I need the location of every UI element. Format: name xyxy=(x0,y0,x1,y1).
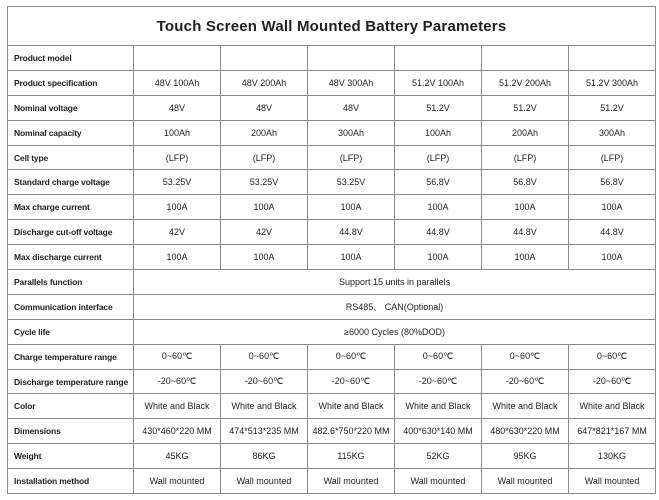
row-span-value: RS485、 CAN(Optional) xyxy=(134,294,656,319)
cell-value: 42V xyxy=(134,220,221,245)
cell-value: 100A xyxy=(308,195,395,220)
cell-value: 51.2V xyxy=(482,95,569,120)
table-row xyxy=(8,444,656,469)
cell-value xyxy=(569,46,656,71)
title-row xyxy=(8,7,656,46)
cell-value: White and Black xyxy=(395,394,482,419)
cell-value: 100A xyxy=(569,195,656,220)
table-row xyxy=(8,469,656,494)
row-label: Color xyxy=(8,394,134,419)
cell-value: 48V xyxy=(308,95,395,120)
battery-parameters-table xyxy=(7,6,656,494)
row-label: Discharge cut-off voltage xyxy=(8,220,134,245)
table-row xyxy=(8,220,656,245)
row-label: Installation method xyxy=(8,469,134,494)
cell-value: 0~60℃ xyxy=(221,344,308,369)
row-label: Standard charge voltage xyxy=(8,170,134,195)
cell-value: 100A xyxy=(395,245,482,270)
cell-value: (LFP) xyxy=(221,145,308,170)
cell-value: 300Ah xyxy=(569,120,656,145)
cell-value: White and Black xyxy=(569,394,656,419)
cell-value: 100Ah xyxy=(134,120,221,145)
cell-value: 0~60℃ xyxy=(569,344,656,369)
cell-value: (LFP) xyxy=(569,145,656,170)
cell-value: 100A xyxy=(134,245,221,270)
table-row xyxy=(8,95,656,120)
cell-value: White and Black xyxy=(221,394,308,419)
cell-value: White and Black xyxy=(134,394,221,419)
cell-value: 56.8V xyxy=(569,170,656,195)
cell-value: 51.2V 100Ah xyxy=(395,70,482,95)
row-label: Product specification xyxy=(8,70,134,95)
cell-value: 200Ah xyxy=(482,120,569,145)
cell-value: 300Ah xyxy=(308,120,395,145)
cell-value: 45KG xyxy=(134,444,221,469)
table-row xyxy=(8,120,656,145)
cell-value: 482.6*750*220 MM xyxy=(308,419,395,444)
cell-value: -20~60℃ xyxy=(569,369,656,394)
page-title: Touch Screen Wall Mounted Battery Parameters xyxy=(8,7,656,46)
table-row xyxy=(8,369,656,394)
table-row xyxy=(8,419,656,444)
cell-value: 130KG xyxy=(569,444,656,469)
cell-value: 44.8V xyxy=(308,220,395,245)
cell-value xyxy=(221,46,308,71)
cell-value: 430*460*220 MM xyxy=(134,419,221,444)
row-label: Communication interface xyxy=(8,294,134,319)
row-label: Nominal voltage xyxy=(8,95,134,120)
cell-value: Wall mounted xyxy=(308,469,395,494)
table-row xyxy=(8,294,656,319)
row-span-value: Support 15 units in parallels xyxy=(134,270,656,295)
table-row xyxy=(8,245,656,270)
cell-value: 48V 200Ah xyxy=(221,70,308,95)
table-row xyxy=(8,195,656,220)
cell-value: Wall mounted xyxy=(569,469,656,494)
cell-value: -20~60℃ xyxy=(395,369,482,394)
table-row xyxy=(8,46,656,71)
cell-value: 0~60℃ xyxy=(134,344,221,369)
cell-value: 400*630*140 MM xyxy=(395,419,482,444)
row-label: Nominal capacity xyxy=(8,120,134,145)
row-label: Product model xyxy=(8,46,134,71)
cell-value: 48V xyxy=(134,95,221,120)
cell-value xyxy=(482,46,569,71)
table-row xyxy=(8,319,656,344)
cell-value: 44.8V xyxy=(395,220,482,245)
row-span-value: ≥6000 Cycles (80%DOD) xyxy=(134,319,656,344)
cell-value: 48V 100Ah xyxy=(134,70,221,95)
cell-value: 44.8V xyxy=(482,220,569,245)
row-label: Max discharge current xyxy=(8,245,134,270)
cell-value: 95KG xyxy=(482,444,569,469)
cell-value: 48V xyxy=(221,95,308,120)
cell-value: White and Black xyxy=(482,394,569,419)
cell-value: 86KG xyxy=(221,444,308,469)
cell-value: 51.2V xyxy=(395,95,482,120)
cell-value: 53.25V xyxy=(134,170,221,195)
cell-value: 48V 300Ah xyxy=(308,70,395,95)
cell-value: 115KG xyxy=(308,444,395,469)
cell-value: 647*821*167 MM xyxy=(569,419,656,444)
cell-value: 56.8V xyxy=(395,170,482,195)
cell-value: Wall mounted xyxy=(221,469,308,494)
page-container xyxy=(7,6,656,494)
cell-value: -20~60℃ xyxy=(221,369,308,394)
cell-value: 200Ah xyxy=(221,120,308,145)
row-label: Cell type xyxy=(8,145,134,170)
cell-value: 53.25V xyxy=(221,170,308,195)
cell-value: 53.25V xyxy=(308,170,395,195)
row-label: Weight xyxy=(8,444,134,469)
cell-value: 0~60℃ xyxy=(395,344,482,369)
cell-value: 100A xyxy=(221,195,308,220)
cell-value: 44.8V xyxy=(569,220,656,245)
cell-value xyxy=(134,46,221,71)
cell-value: Wall mounted xyxy=(395,469,482,494)
cell-value: 0~60℃ xyxy=(308,344,395,369)
row-label: Max charge current xyxy=(8,195,134,220)
cell-value: 51.2V 200Ah xyxy=(482,70,569,95)
row-label: Cycle life xyxy=(8,319,134,344)
table-row xyxy=(8,145,656,170)
cell-value xyxy=(308,46,395,71)
table-row xyxy=(8,394,656,419)
cell-value: (LFP) xyxy=(134,145,221,170)
cell-value: Wall mounted xyxy=(134,469,221,494)
cell-value: 51.2V 300Ah xyxy=(569,70,656,95)
cell-value: -20~60℃ xyxy=(134,369,221,394)
row-label: Dimensions xyxy=(8,419,134,444)
cell-value: 100A xyxy=(134,195,221,220)
cell-value: -20~60℃ xyxy=(482,369,569,394)
cell-value: 100Ah xyxy=(395,120,482,145)
cell-value: Wall mounted xyxy=(482,469,569,494)
cell-value: 100A xyxy=(482,195,569,220)
table-row xyxy=(8,70,656,95)
cell-value: (LFP) xyxy=(308,145,395,170)
cell-value: 100A xyxy=(395,195,482,220)
row-label: Charge temperature range xyxy=(8,344,134,369)
cell-value: (LFP) xyxy=(482,145,569,170)
cell-value: 100A xyxy=(482,245,569,270)
cell-value: 474*513*235 MM xyxy=(221,419,308,444)
cell-value: 100A xyxy=(569,245,656,270)
table-row xyxy=(8,344,656,369)
cell-value: 480*630*220 MM xyxy=(482,419,569,444)
row-label: Parallels function xyxy=(8,270,134,295)
cell-value: (LFP) xyxy=(395,145,482,170)
cell-value: 100A xyxy=(221,245,308,270)
cell-value: 42V xyxy=(221,220,308,245)
cell-value: 52KG xyxy=(395,444,482,469)
cell-value: 100A xyxy=(308,245,395,270)
table-row xyxy=(8,170,656,195)
cell-value xyxy=(395,46,482,71)
cell-value: 0~60℃ xyxy=(482,344,569,369)
cell-value: 51.2V xyxy=(569,95,656,120)
cell-value: -20~60℃ xyxy=(308,369,395,394)
row-label: Discharge temperature range xyxy=(8,369,134,394)
cell-value: White and Black xyxy=(308,394,395,419)
cell-value: 56.8V xyxy=(482,170,569,195)
table-row xyxy=(8,270,656,295)
